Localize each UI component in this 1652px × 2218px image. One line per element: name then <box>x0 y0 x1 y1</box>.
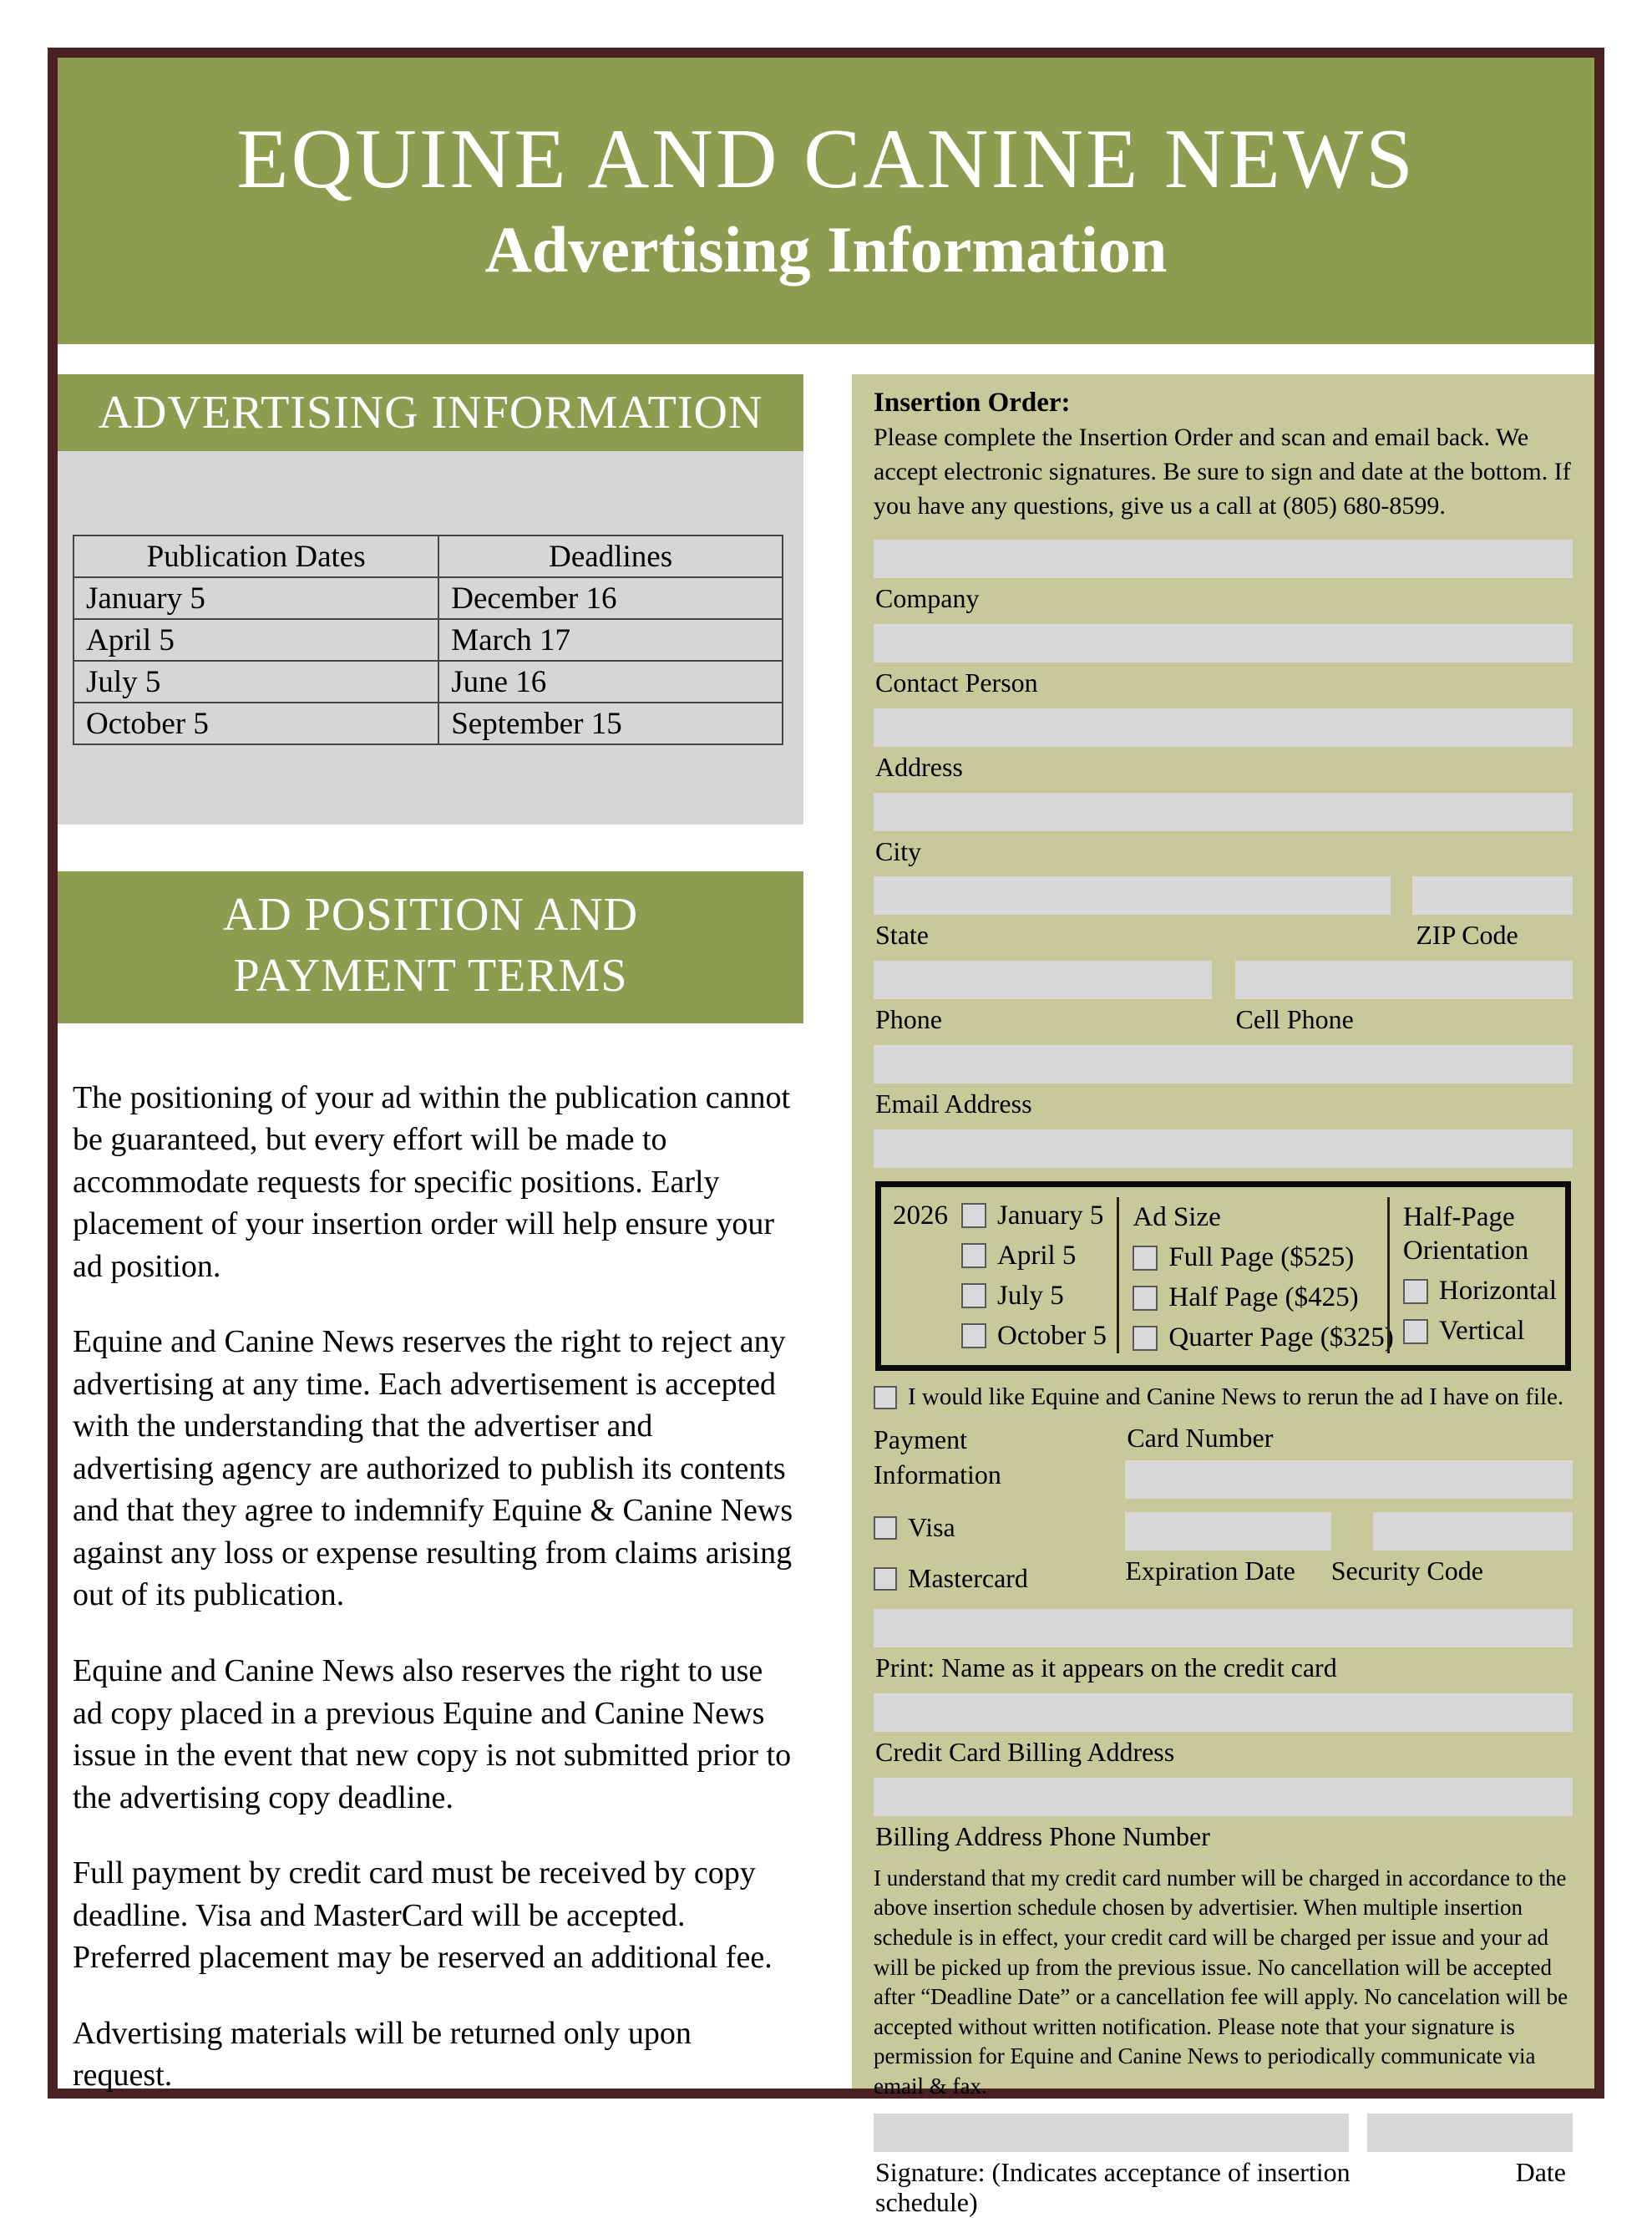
visa-label: Visa <box>908 1512 955 1543</box>
print-name-input[interactable] <box>874 1609 1573 1647</box>
quarter-page-checkbox[interactable] <box>1133 1326 1158 1351</box>
date-option <box>961 1281 1107 1312</box>
october-5-label: October 5 <box>997 1320 1107 1351</box>
newspaper-title: EQUINE AND CANINE NEWS <box>236 111 1416 206</box>
email-upper-input[interactable] <box>874 1045 1573 1084</box>
mastercard-label: Mastercard <box>908 1563 1028 1594</box>
half-page-checkbox[interactable] <box>1133 1286 1158 1311</box>
visa-option <box>874 1512 1113 1543</box>
table-row <box>73 577 783 619</box>
signature-label: Signature: (Indicates acceptance of insertion schedule) <box>875 2156 1350 2218</box>
phone-label: Phone <box>875 1004 942 1035</box>
email-address-input[interactable] <box>874 1129 1573 1168</box>
horizontal-checkbox[interactable] <box>1403 1279 1428 1304</box>
terms-paragraph: Full payment by credit card must be received by copy deadline. Visa and MasterCard will be accepted. Preferred placement may be reserved an additional fee. <box>73 1855 773 1976</box>
vertical-checkbox[interactable] <box>1403 1319 1428 1344</box>
card-number-input[interactable] <box>1125 1460 1573 1499</box>
rerun-row <box>874 1383 1573 1411</box>
schedule-dates-column <box>881 1197 1117 1353</box>
insertion-order-instructions: Please complete the Insertion Order and scan and email back. We accept electronic signatures. Be sure to sign and date at the bottom. If you have any questions, give us a call at (805) 680-8599. <box>874 424 1571 520</box>
content-columns <box>58 374 1594 2218</box>
state-label: State <box>875 920 929 951</box>
table-row <box>73 619 783 661</box>
table-row <box>73 703 783 744</box>
mastercard-checkbox[interactable] <box>874 1567 897 1591</box>
schedule-box <box>875 1181 1571 1371</box>
signature-block <box>874 2102 1573 2218</box>
card-details <box>1125 1423 1573 1594</box>
ad-position-header <box>58 871 803 1023</box>
address-label: Address <box>875 751 963 782</box>
billing-address-input[interactable] <box>874 1693 1573 1732</box>
october-5-checkbox[interactable] <box>961 1323 986 1348</box>
july-5-checkbox[interactable] <box>961 1283 986 1308</box>
ad-position-header-line2: PAYMENT TERMS <box>233 949 628 1002</box>
publication-date-cell: July 5 <box>73 661 438 703</box>
visa-checkbox[interactable] <box>874 1516 897 1540</box>
date-option <box>961 1200 1107 1231</box>
april-5-checkbox[interactable] <box>961 1243 986 1268</box>
legal-text: I understand that my credit card number will be charged in accordance to the above insertion schedule chosen by advertisier. When multiple insertion schedule is in effect, your credit card will be charged per issue and your ad will be picked up from the previous issue. No cancellation will be accepted after “Deadline Date” or a cancellation fee will apply. No cancelation will be accepted without written notification. Please note that your signature is permission for Equine and Canine News to periodically communicate via email & fax. <box>874 1865 1568 2099</box>
table-header-deadlines: Deadlines <box>438 535 783 577</box>
table-header-publication-dates: Publication Dates <box>73 535 438 577</box>
page-header <box>58 58 1594 344</box>
advertising-info-column <box>58 374 803 2094</box>
company-label: Company <box>875 583 980 614</box>
terms-paragraph: Advertising materials will be returned only upon request. <box>73 2015 692 2094</box>
insertion-order-panel <box>852 374 1594 2218</box>
july-5-label: July 5 <box>997 1280 1064 1311</box>
card-number-label: Card Number <box>1127 1423 1274 1454</box>
schedule-year-label: 2026 <box>893 1200 948 1231</box>
page-subtitle: Advertising Information <box>484 213 1168 287</box>
rerun-checkbox[interactable] <box>874 1386 897 1409</box>
date-option <box>961 1241 1107 1271</box>
full-page-checkbox[interactable] <box>1133 1246 1158 1271</box>
signature-input[interactable] <box>874 2114 1349 2152</box>
zip-code-input[interactable] <box>1412 876 1573 915</box>
contact-person-input[interactable] <box>874 624 1573 662</box>
company-input[interactable] <box>874 540 1573 578</box>
phone-input[interactable] <box>874 961 1212 999</box>
half-page-label: Half Page ($425) <box>1168 1282 1359 1313</box>
city-input[interactable] <box>874 793 1573 831</box>
deadline-cell: September 15 <box>438 703 783 744</box>
ad-size-column <box>1117 1197 1394 1353</box>
rerun-label: I would like Equine and Canine News to rerun the ad I have on file. <box>908 1383 1564 1411</box>
email-address-label: Email Address <box>875 1089 1032 1119</box>
terms-paragraph: The positioning of your ad within the publication cannot be guaranteed, but every effort will be made to accommodate requests for specific positions. Early placement of your insertion order will help ensure your ad position. <box>73 1079 791 1284</box>
date-option <box>961 1321 1107 1352</box>
payment-section <box>874 1423 1573 1594</box>
publication-date-cell: April 5 <box>73 619 438 661</box>
date-input[interactable] <box>1367 2114 1573 2152</box>
horizontal-label: Horizontal <box>1438 1276 1557 1307</box>
insertion-order-title: Insertion Order: <box>874 388 1071 418</box>
quarter-page-label: Quarter Page ($325) <box>1168 1322 1394 1353</box>
cell-phone-input[interactable] <box>1235 961 1573 999</box>
page-frame <box>48 48 1604 2218</box>
deadline-cell: December 16 <box>438 577 783 619</box>
vertical-label: Vertical <box>1438 1316 1525 1347</box>
table-header-row <box>73 535 783 577</box>
deadline-cell: March 17 <box>438 619 783 661</box>
ad-size-title: Ad Size <box>1133 1201 1221 1232</box>
january-5-label: January 5 <box>997 1200 1104 1231</box>
payment-methods <box>874 1423 1125 1594</box>
publication-date-cell: January 5 <box>73 577 438 619</box>
expiration-date-label: Expiration Date <box>1125 1555 1295 1586</box>
publication-dates-panel <box>58 451 803 825</box>
april-5-label: April 5 <box>997 1240 1077 1271</box>
date-label: Date <box>1515 2156 1566 2187</box>
terms-paragraph: Equine and Canine News reserves the right to reject any advertising at any time. Each advertisement is accepted with the understanding that the advertiser and advertising agency are authorized to publish its contents and that they agree to indemnify Equine & Canine News against any loss or expense resulting from claims arising out of its publication. <box>73 1324 793 1613</box>
deadline-cell: June 16 <box>438 661 783 703</box>
mastercard-option <box>874 1563 1113 1594</box>
state-input[interactable] <box>874 876 1391 915</box>
city-label: City <box>875 835 922 866</box>
terms-paragraph: Equine and Canine News also reserves the right to use ad copy placed in a previous Equine and Canine News issue in the event that new copy is not submitted prior to the advertising copy deadline. <box>73 1652 792 1815</box>
expiration-date-input[interactable] <box>1125 1512 1330 1551</box>
orientation-option <box>1403 1276 1557 1307</box>
contact-person-label: Contact Person <box>875 667 1038 698</box>
billing-phone-input[interactable] <box>874 1778 1573 1816</box>
cell-phone-label: Cell Phone <box>1235 1004 1354 1035</box>
billing-phone-label: Billing Address Phone Number <box>875 1820 1210 1851</box>
payment-info-title: Payment Information <box>874 1424 1001 1490</box>
billing-address-label: Credit Card Billing Address <box>875 1737 1175 1768</box>
address-input[interactable] <box>874 708 1573 747</box>
publication-table <box>73 535 783 745</box>
ad-size-option <box>1133 1322 1394 1353</box>
orientation-title: Half-Page Orientation <box>1402 1201 1529 1266</box>
orientation-option <box>1403 1316 1557 1347</box>
print-name-label: Print: Name as it appears on the credit card <box>875 1652 1337 1683</box>
january-5-checkbox[interactable] <box>961 1203 986 1228</box>
advertising-info-header: ADVERTISING INFORMATION <box>58 374 803 451</box>
ad-size-option <box>1133 1242 1387 1273</box>
zip-code-label: ZIP Code <box>1416 920 1518 951</box>
ad-position-header-line1: AD POSITION AND <box>222 889 639 941</box>
full-page-label: Full Page ($525) <box>1168 1242 1355 1273</box>
security-code-input[interactable] <box>1373 1512 1573 1551</box>
orientation-column <box>1387 1197 1565 1353</box>
security-code-label: Security Code <box>1330 1555 1483 1586</box>
table-row <box>73 661 783 703</box>
ad-size-option <box>1133 1282 1387 1313</box>
publication-date-cell: October 5 <box>73 703 438 744</box>
